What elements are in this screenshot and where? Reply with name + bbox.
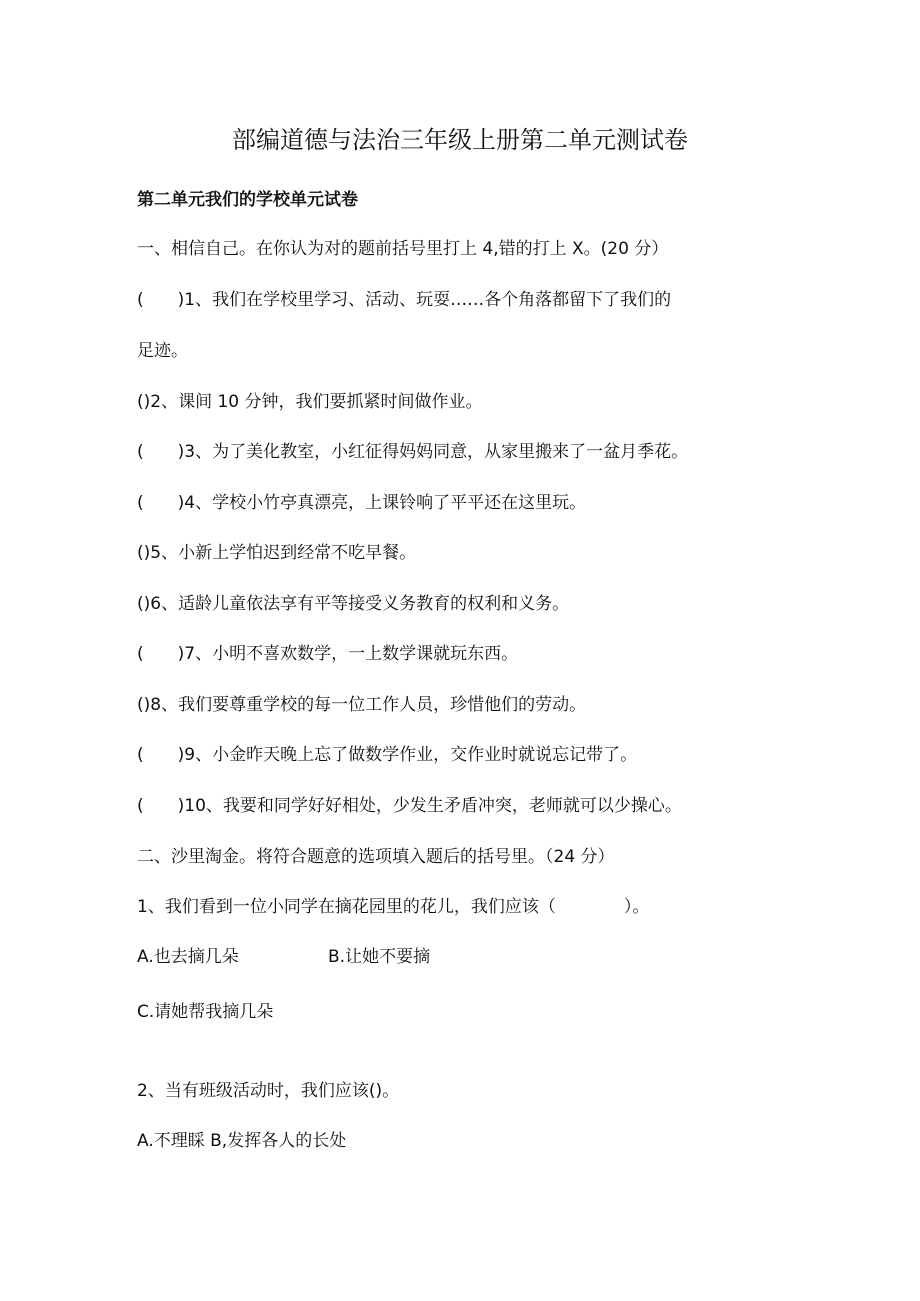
tf-item-6: ()6、适龄儿童依法享有平等接受义务教育的权利和义务。 <box>137 594 570 614</box>
tf-item-9: ( )9、小金昨天晚上忘了做数学作业，交作业时就说忘记带了。 <box>137 745 638 765</box>
tf-item-4: ( )4、学校小竹亭真漂亮，上课铃响了平平还在这里玩。 <box>137 493 587 513</box>
mc-q1-option-c: C.请她帮我摘几朵 <box>137 1002 274 1022</box>
tf-item-1-cont: 足迹。 <box>137 341 188 361</box>
mc-question-2: 2、当有班级活动时，我们应该()。 <box>137 1081 400 1101</box>
tf-item-5: ()5、小新上学怕迟到经常不吃早餐。 <box>137 543 417 563</box>
tf-item-1: ( )1、我们在学校里学习、活动、玩耍……各个角落都留下了我们的 <box>137 290 672 310</box>
section2-heading: 二、沙里淘金。将符合题意的选项填入题后的括号里。（24 分） <box>137 847 615 867</box>
mc-q1-option-a: A.也去摘几朵 <box>137 947 239 967</box>
mc-q2-options: A.不理睬 B,发挥各人的长处 <box>137 1131 347 1151</box>
page-subtitle: 第二单元我们的学校单元试卷 <box>137 190 358 210</box>
tf-item-2: ()2、课间 10 分钟，我们要抓紧时间做作业。 <box>137 392 483 412</box>
section1-heading: 一、相信自己。在你认为对的题前括号里打上 4,错的打上 X。(20 分） <box>137 239 669 259</box>
tf-item-3: ( )3、为了美化教室，小红征得妈妈同意，从家里搬来了一盆月季花。 <box>137 442 689 462</box>
mc-q1-option-b: B.让她不要摘 <box>328 947 431 967</box>
tf-item-8: ()8、我们要尊重学校的每一位工作人员，珍惜他们的劳动。 <box>137 695 587 715</box>
page-title: 部编道德与法治三年级上册第二单元测试卷 <box>232 126 688 154</box>
tf-item-7: ( )7、小明不喜欢数学，一上数学课就玩东西。 <box>137 644 519 664</box>
tf-item-10: ( )10、我要和同学好好相处，少发生矛盾冲突，老师就可以少操心。 <box>137 796 682 816</box>
mc-question-1: 1、我们看到一位小同学在摘花园里的花儿，我们应该（ ）。 <box>137 897 650 917</box>
